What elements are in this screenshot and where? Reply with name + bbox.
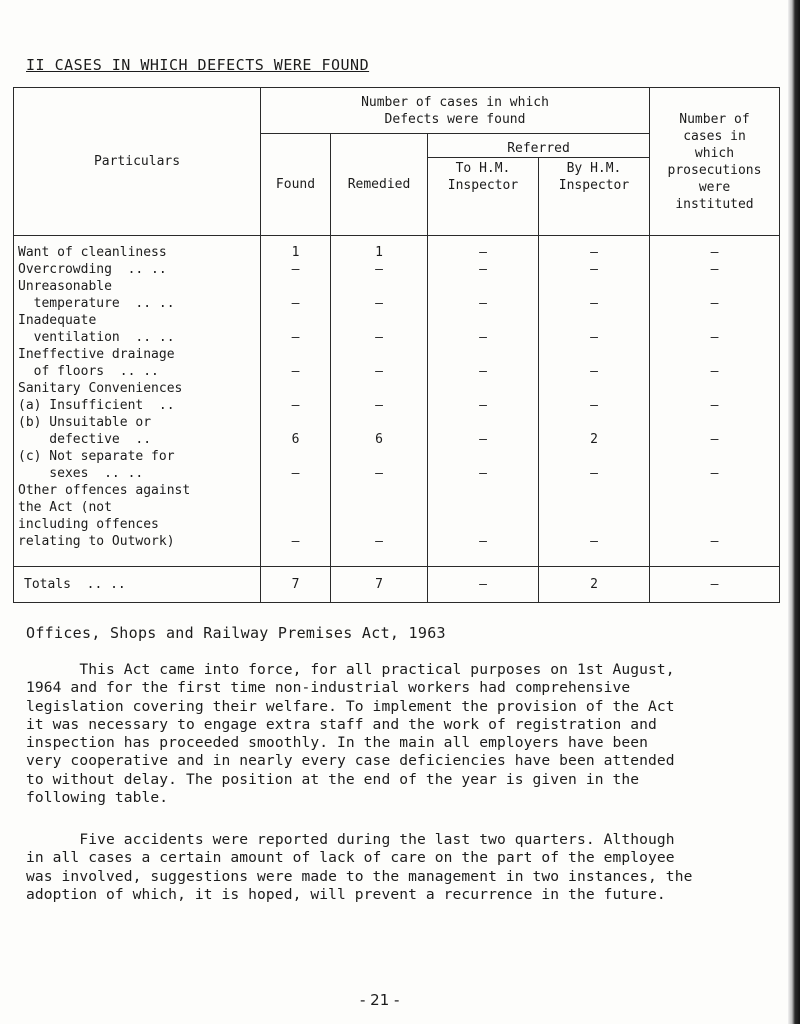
value-by: 2	[590, 432, 598, 447]
particulars-line: including offences	[18, 517, 159, 532]
particulars-item	[18, 346, 260, 380]
value-by: –	[590, 364, 598, 379]
remedied-column	[331, 236, 428, 567]
defects-table	[13, 87, 780, 603]
value-to: –	[479, 364, 487, 379]
particulars-cell	[14, 236, 261, 567]
value-found: –	[291, 534, 300, 549]
value-by: –	[590, 398, 598, 413]
value-remedied: –	[375, 466, 383, 481]
particulars-line: Overcrowding .. ..	[18, 262, 167, 277]
value-remedied: –	[375, 364, 383, 379]
value-to: –	[479, 466, 487, 481]
value-by: –	[590, 466, 598, 481]
paragraph-line: to without delay. The position at the end of the year is given in the	[26, 770, 640, 788]
paragraph-line: legislation covering their welfare. To implement the provision of the Act	[26, 697, 675, 715]
particulars-line: defective ..	[18, 432, 152, 447]
found-column	[261, 236, 331, 567]
header-prosecutions-line: prosecutions	[667, 162, 762, 178]
value-found: –	[291, 296, 300, 311]
header-prosecutions-line: instituted	[675, 196, 754, 212]
section-title: Offices, Shops and Railway Premises Act, 1963	[26, 624, 446, 642]
value-remedied: –	[375, 296, 383, 311]
page-edge-shadow	[788, 0, 800, 1024]
value-remedied: –	[375, 398, 383, 413]
prosecutions-column	[650, 236, 780, 567]
particulars-line: sexes .. ..	[18, 466, 144, 481]
header-found: Found	[261, 134, 331, 236]
particulars-item	[18, 482, 260, 550]
table-body-row	[14, 236, 780, 567]
value-found: –	[291, 466, 300, 481]
value-pros: –	[710, 245, 719, 260]
paragraph-line: Five accidents were reported during the last two quarters. Although	[26, 831, 675, 848]
value-by: –	[590, 296, 598, 311]
value-to: –	[479, 432, 487, 447]
value-remedied: –	[375, 330, 383, 345]
particulars-item	[18, 380, 260, 414]
value-remedied: –	[375, 262, 383, 277]
paragraph-line: 1964 and for the first time non-industrial workers had comprehensive	[26, 679, 631, 697]
value-pros: –	[710, 432, 719, 447]
value-pros: –	[710, 534, 719, 549]
totals-label: Totals .. ..	[14, 567, 261, 603]
totals-prosecutions: –	[650, 567, 780, 603]
value-pros: –	[710, 364, 719, 379]
value-remedied: 6	[375, 432, 383, 447]
paragraph-accidents	[26, 831, 756, 904]
particulars-line: ventilation .. ..	[18, 330, 175, 345]
page-number: - 21 -	[360, 991, 400, 1009]
value-to: –	[479, 245, 487, 260]
particulars-item	[18, 261, 260, 278]
paragraph-line: inspection has proceeded smoothly. In the main all employers have been	[26, 734, 649, 752]
particulars-line: relating to Outwork)	[18, 534, 175, 549]
value-found: –	[291, 330, 300, 345]
header-to-hmi-line: To H.M.	[455, 161, 511, 176]
value-found: 6	[291, 432, 300, 447]
totals-by-hmi: 2	[539, 567, 650, 603]
particulars-item	[18, 448, 260, 482]
header-remedied: Remedied	[331, 134, 428, 236]
paragraph-line: This Act came into force, for all practical purposes on 1st August,	[26, 661, 675, 678]
header-prosecutions-line: Number of	[679, 111, 750, 127]
particulars-item	[18, 312, 260, 346]
header-prosecutions-line: were	[698, 179, 731, 195]
header-prosecutions-line: which	[694, 145, 735, 161]
value-pros: –	[710, 330, 719, 345]
value-pros: –	[710, 262, 719, 277]
header-by-hmi-line: By H.M.	[566, 161, 622, 176]
value-to: –	[479, 330, 487, 345]
value-by: –	[590, 330, 598, 345]
totals-found: 7	[261, 567, 331, 603]
particulars-line: Inadequate	[18, 313, 97, 328]
particulars-line: Other offences against	[18, 483, 191, 498]
value-remedied: 1	[375, 245, 383, 260]
particulars-list	[14, 236, 260, 554]
particulars-line: of floors .. ..	[18, 364, 159, 379]
particulars-line: (a) Insufficient ..	[18, 398, 175, 413]
header-to-hmi	[428, 158, 539, 236]
value-to: –	[479, 262, 487, 277]
particulars-item	[18, 244, 260, 261]
header-prosecutions	[650, 88, 780, 236]
totals-to-hmi: –	[428, 567, 539, 603]
particulars-line: the Act (not	[18, 500, 112, 515]
value-by: –	[590, 245, 598, 260]
value-pros: –	[710, 398, 719, 413]
value-found: –	[291, 364, 300, 379]
paragraph-line: very cooperative and in nearly every case deficiencies have been attended	[26, 752, 675, 770]
value-found: –	[291, 262, 300, 277]
header-referred: Referred	[428, 134, 650, 158]
particulars-line: (b) Unsuitable or	[18, 415, 152, 430]
particulars-line: temperature .. ..	[18, 296, 175, 311]
value-pros: –	[710, 466, 719, 481]
header-to-hmi-line: Inspector	[447, 178, 519, 193]
paragraph-act	[26, 661, 756, 807]
header-by-hmi	[539, 158, 650, 236]
value-by: –	[590, 262, 598, 277]
value-found: 1	[291, 245, 300, 260]
by-hmi-column	[539, 236, 650, 567]
value-to: –	[479, 296, 487, 311]
value-to: –	[479, 398, 487, 413]
paragraph-line: following table.	[26, 789, 169, 807]
header-number-cases-line: Number of cases in which	[361, 94, 549, 110]
particulars-line: Sanitary Conveniences	[18, 381, 183, 396]
particulars-line: (c) Not separate for	[18, 449, 175, 464]
header-number-cases	[261, 88, 650, 134]
particulars-item	[18, 278, 260, 312]
value-found: –	[291, 398, 300, 413]
header-particulars: Particulars	[14, 88, 261, 236]
paragraph-line: adoption of which, it is hoped, will prevent a recurrence in the future.	[26, 885, 666, 903]
totals-row	[14, 567, 780, 603]
paragraph-line: it was necessary to engage extra staff and the work of registration and	[26, 715, 657, 733]
header-number-cases-line: Defects were found	[384, 111, 526, 127]
header-prosecutions-line: cases in	[683, 128, 746, 144]
section-heading: II CASES IN WHICH DEFECTS WERE FOUND	[26, 56, 370, 74]
particulars-line: Ineffective drainage	[18, 347, 175, 362]
value-pros: –	[710, 296, 719, 311]
value-by: –	[590, 534, 598, 549]
particulars-line: Unreasonable	[18, 279, 112, 294]
to-hmi-column	[428, 236, 539, 567]
particulars-line: Want of cleanliness	[18, 245, 167, 260]
value-remedied: –	[375, 534, 383, 549]
paragraph-line: in all cases a certain amount of lack of care on the part of the employee	[26, 849, 675, 867]
value-to: –	[479, 534, 487, 549]
paragraph-line: was involved, suggestions were made to the management in two instances, the	[26, 867, 693, 885]
header-by-hmi-line: Inspector	[558, 178, 630, 193]
totals-remedied: 7	[331, 567, 428, 603]
particulars-item	[18, 414, 260, 448]
